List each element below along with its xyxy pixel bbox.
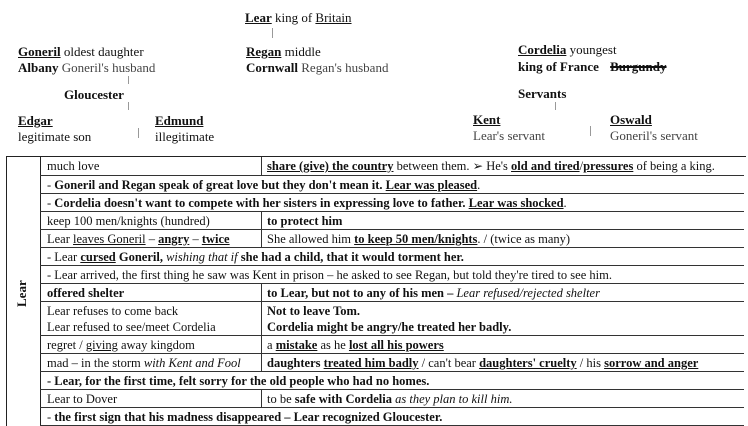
lear-name: Lear bbox=[245, 10, 272, 25]
regan-desc: middle bbox=[281, 44, 321, 59]
row-cell: keep 100 men/knights (hundred) bbox=[47, 214, 210, 228]
row-cell: Lear refuses to come back bbox=[47, 304, 179, 318]
table-row bbox=[40, 212, 744, 230]
row-cell: to Lear, but not to any of his men – Lear refused/rejected shelter bbox=[267, 286, 600, 300]
table-row bbox=[40, 157, 744, 176]
oswald-name-entry bbox=[610, 112, 652, 127]
albany-name: Albany bbox=[18, 60, 59, 75]
row-note: - Cordelia doesn't want to compete with her sisters in expressing love to father. Lear was shocked. bbox=[47, 196, 567, 210]
regan-name: Regan bbox=[246, 44, 282, 59]
lear-country: Britain bbox=[315, 10, 352, 25]
edgar-desc: legitimate son bbox=[18, 129, 92, 144]
table-row bbox=[40, 408, 744, 426]
tree-connector bbox=[138, 128, 139, 138]
table-row bbox=[40, 230, 744, 248]
suitors-entry bbox=[518, 59, 667, 74]
edmund-name-entry bbox=[155, 113, 203, 128]
cordelia-name: Cordelia bbox=[518, 42, 567, 57]
albany-entry bbox=[18, 60, 155, 75]
row-note: - Lear arrived, the first thing he saw was Kent in prison – he asked to see Regan, but told they're tired to see him. bbox=[47, 268, 612, 282]
row-cell: Lear refused to see/meet Cordelia bbox=[47, 320, 216, 334]
cell-divider bbox=[261, 318, 262, 335]
cornwall-desc: Regan's husband bbox=[298, 60, 389, 75]
gloucester-label: Gloucester bbox=[64, 87, 124, 102]
kent-name: Kent bbox=[473, 112, 501, 127]
edmund-name: Edmund bbox=[155, 113, 204, 128]
regan-entry bbox=[246, 44, 321, 59]
table-row bbox=[40, 302, 744, 318]
goneril-entry bbox=[18, 44, 144, 59]
tree-connector bbox=[128, 102, 129, 110]
cell-divider bbox=[261, 390, 262, 407]
row-cell: a mistake as he lost all his powers bbox=[267, 338, 444, 352]
cell-divider bbox=[261, 157, 262, 175]
row-cell: Lear to Dover bbox=[47, 392, 118, 406]
cordelia-desc: youngest bbox=[566, 42, 617, 57]
goneril-desc: oldest daughter bbox=[60, 44, 144, 59]
kent-desc: Lear's servant bbox=[473, 128, 546, 143]
row-note: - Goneril and Regan speak of great love but they don't mean it. Lear was pleased. bbox=[47, 178, 481, 192]
tree-connector bbox=[272, 28, 273, 38]
row-cell: mad – in the storm with Kent and Fool bbox=[47, 356, 241, 370]
row-note: - the first sign that his madness disappeared – Lear recognized Gloucester. bbox=[47, 410, 443, 424]
row-cell: Cordelia might be angry/he treated her badly. bbox=[267, 320, 512, 334]
row-cell: daughters treated him badly / can't bear daughters' cruelty / his sorrow and anger bbox=[267, 356, 699, 370]
tree-connector bbox=[128, 76, 129, 84]
cell-divider bbox=[261, 354, 262, 371]
row-cell: Lear leaves Goneril – angry – twice bbox=[47, 232, 230, 246]
tree-connector bbox=[555, 102, 556, 110]
cornwall-name: Cornwall bbox=[246, 60, 298, 75]
cordelia-entry bbox=[518, 42, 617, 57]
table-row bbox=[40, 318, 744, 336]
burgundy-name: Burgundy bbox=[610, 59, 667, 74]
albany-desc: Goneril's husband bbox=[58, 60, 156, 75]
side-column bbox=[6, 157, 41, 426]
table-row bbox=[40, 176, 744, 194]
lear-events-table bbox=[6, 156, 746, 426]
table-row bbox=[40, 354, 744, 372]
edmund-desc: illegitimate bbox=[155, 129, 215, 144]
servants-label: Servants bbox=[518, 86, 567, 101]
goneril-name: Goneril bbox=[18, 44, 61, 59]
cornwall-entry bbox=[246, 60, 388, 75]
france-name: king of France bbox=[518, 59, 599, 74]
row-cell: She allowed him to keep 50 men/knights. / (twice as many) bbox=[267, 232, 571, 246]
table-row bbox=[40, 336, 744, 354]
row-cell: to be safe with Cordelia as they plan to kill him. bbox=[267, 392, 513, 406]
row-cell: Not to leave Tom. bbox=[267, 304, 361, 318]
table-row bbox=[40, 194, 744, 212]
cell-divider bbox=[261, 302, 262, 318]
side-label: Lear bbox=[14, 280, 29, 307]
table-row bbox=[40, 284, 744, 302]
edgar-name-entry bbox=[18, 113, 53, 128]
row-cell: offered shelter bbox=[47, 286, 125, 300]
row-cell: share (give) the country between them. ➢ He's old and tired/pressures of being a king. bbox=[267, 159, 715, 173]
table-row bbox=[40, 248, 744, 266]
oswald-name: Oswald bbox=[610, 112, 652, 127]
oswald-desc: Goneril's servant bbox=[610, 128, 698, 143]
cell-divider bbox=[261, 230, 262, 247]
cell-divider bbox=[261, 336, 262, 353]
row-note: - Lear cursed Goneril, wishing that if she had a child, that it would torment her. bbox=[47, 250, 464, 264]
lear-heading bbox=[245, 10, 352, 25]
tree-connector bbox=[590, 126, 591, 136]
table-row bbox=[40, 390, 744, 408]
row-cell: regret / giving away kingdom bbox=[47, 338, 195, 352]
cell-divider bbox=[261, 284, 262, 301]
row-cell: to protect him bbox=[267, 214, 343, 228]
table-row bbox=[40, 266, 744, 284]
kent-name-entry bbox=[473, 112, 500, 127]
row-note: - Lear, for the first time, felt sorry for the old people who had no homes. bbox=[47, 374, 430, 388]
lear-title: king of bbox=[271, 10, 316, 25]
cell-divider bbox=[261, 212, 262, 229]
row-cell: much love bbox=[47, 159, 100, 173]
table-row bbox=[40, 372, 744, 390]
edgar-name: Edgar bbox=[18, 113, 53, 128]
